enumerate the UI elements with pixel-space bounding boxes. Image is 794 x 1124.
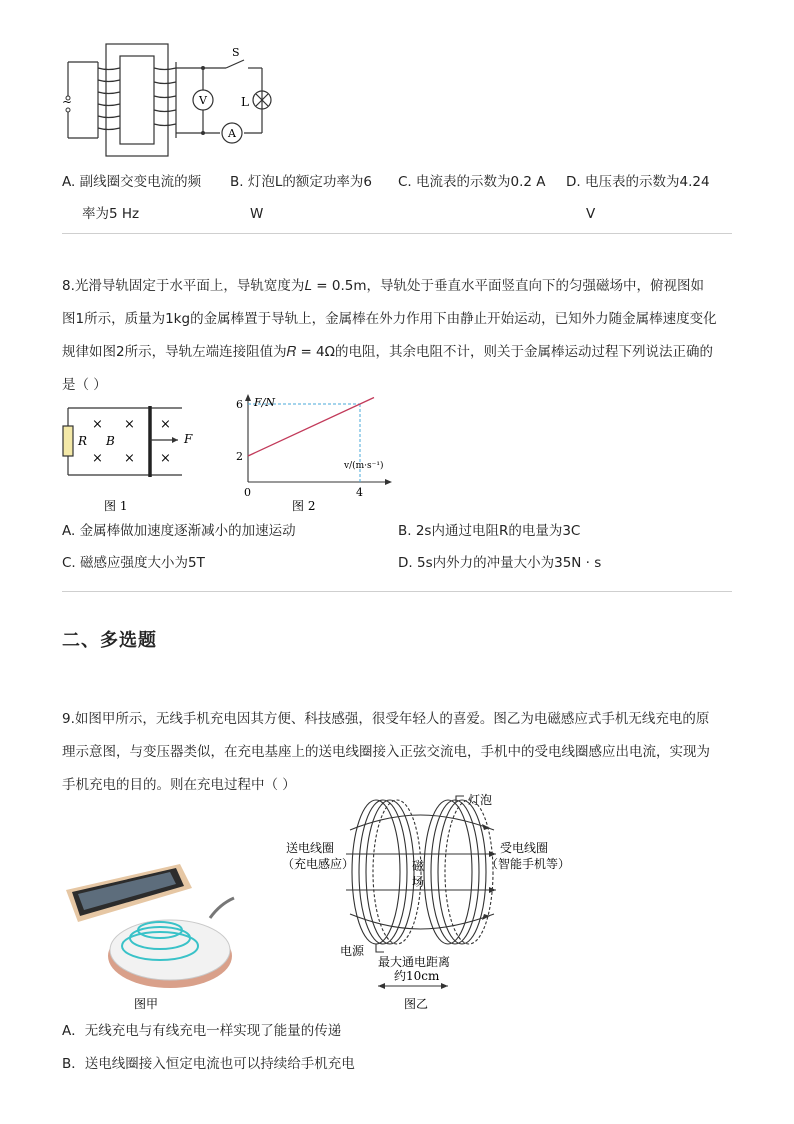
- fig1-resistor-label: R: [78, 434, 88, 448]
- voltmeter-label: V: [199, 94, 207, 107]
- fig1-cross: ×: [160, 451, 171, 466]
- send-coil-sublabel: （充电感应）: [282, 857, 355, 871]
- recv-coil-label: 受电线圈: [500, 841, 549, 855]
- q7-option-c[interactable]: C. 电流表的示数为0.2 A: [398, 174, 546, 190]
- field-label: 磁: [412, 859, 425, 873]
- y-tick-label: 2: [236, 450, 243, 463]
- fig-jia-caption: 图甲: [134, 997, 159, 1011]
- fig1-force-label: F: [184, 432, 193, 446]
- fig-yi-caption: 图乙: [404, 997, 429, 1011]
- fig1-cross: ×: [124, 451, 135, 466]
- switch-label: S: [232, 46, 240, 59]
- q9-stem-line-2: 理示意图，与变压器类似，在充电基座上的送电线圈接入正弦交流电，手机中的受电线圈感应出电流，实现为: [62, 744, 710, 760]
- divider: [62, 233, 732, 234]
- x-tick-label: 4: [356, 486, 363, 499]
- section-title: 二、多选题: [62, 630, 157, 651]
- lamp-label: 灯泡: [468, 793, 493, 807]
- lamp-label: L: [241, 95, 249, 109]
- q9-option-b[interactable]: B．送电线圈接入恒定电流也可以持续给手机充电: [62, 1056, 355, 1072]
- fig1-caption: 图 1: [104, 499, 128, 513]
- wireless-charger-photo: [60, 858, 240, 1016]
- fig1-cross: ×: [92, 417, 103, 432]
- ammeter-label: A: [228, 127, 236, 140]
- send-coil-label: 送电线圈: [286, 841, 335, 855]
- recv-coil-sublabel: （智能手机等）: [486, 857, 571, 871]
- q9-stem-line-3: 手机充电的目的。则在充电过程中（ ）: [62, 777, 296, 793]
- q9-option-a[interactable]: A．无线充电与有线充电一样实现了能量的传递: [62, 1023, 342, 1039]
- divider: [62, 591, 732, 592]
- q8-stem-line-4: 是（ ）: [62, 377, 107, 393]
- q8-stem-line-1: 8.光滑导轨固定于水平面上，导轨宽度为𝐿 = 0.5m，导轨处于垂直水平面竖直向下的匀强磁场中，俯视图如: [62, 278, 704, 294]
- rail-circuit-figure: [60, 400, 200, 516]
- y-tick-label: 6: [236, 398, 243, 411]
- fig1-cross: ×: [160, 417, 171, 432]
- q8-stem-line-2: 图1所示，质量为1kg的金属棒置于导轨上，金属棒在外力作用下由静止开始运动，已知外力随金属棒速度变化: [62, 311, 717, 327]
- chart-y-axis-label: F/N: [254, 396, 275, 409]
- transformer-circuit-figure: [58, 40, 278, 160]
- q8-option-b[interactable]: B. 2s内通过电阻R的电量为3C: [398, 523, 581, 539]
- q8-option-a[interactable]: A. 金属棒做加速度逐渐减小的加速运动: [62, 523, 296, 539]
- chart-x-axis-label: v/(m·s⁻¹): [344, 461, 384, 471]
- fig1-cross: ×: [92, 451, 103, 466]
- q8-option-c[interactable]: C. 磁感应强度大小为5T: [62, 555, 205, 571]
- force-velocity-chart: [228, 390, 398, 516]
- ac-source-symbol: ~: [62, 95, 73, 109]
- q8-option-d[interactable]: D. 5s内外力的冲量大小为35N · s: [398, 555, 602, 571]
- field-label: 场: [412, 875, 425, 889]
- distance-label: 最大通电距离: [378, 955, 451, 969]
- fig1-field-label: B: [106, 434, 115, 448]
- q7-option-a[interactable]: A. 副线圈交变电流的频 率为5 Hz: [62, 174, 202, 222]
- x-tick-label: 0: [244, 486, 251, 499]
- distance-value: 约10cm: [394, 969, 440, 983]
- q8-stem-line-3: 规律如图2所示，导轨左端连接阻值为𝑅 = 4Ω的电阻，其余电阻不计，则关于金属棒运动过程下列说法正确的: [62, 344, 713, 360]
- induction-coils-diagram: [280, 790, 580, 1016]
- fig2-caption: 图 2: [292, 499, 316, 513]
- q7-option-b[interactable]: B. 灯泡L的额定功率为6 W: [230, 174, 372, 222]
- fig1-cross: ×: [124, 417, 135, 432]
- q9-stem-line-1: 9.如图甲所示，无线手机充电因其方便、科技感强，很受年轻人的喜爱。图乙为电磁感应式手机无线充电的原: [62, 711, 710, 727]
- power-label: 电源: [340, 944, 365, 958]
- q7-option-d[interactable]: D. 电压表的示数为4.24 V: [566, 174, 710, 222]
